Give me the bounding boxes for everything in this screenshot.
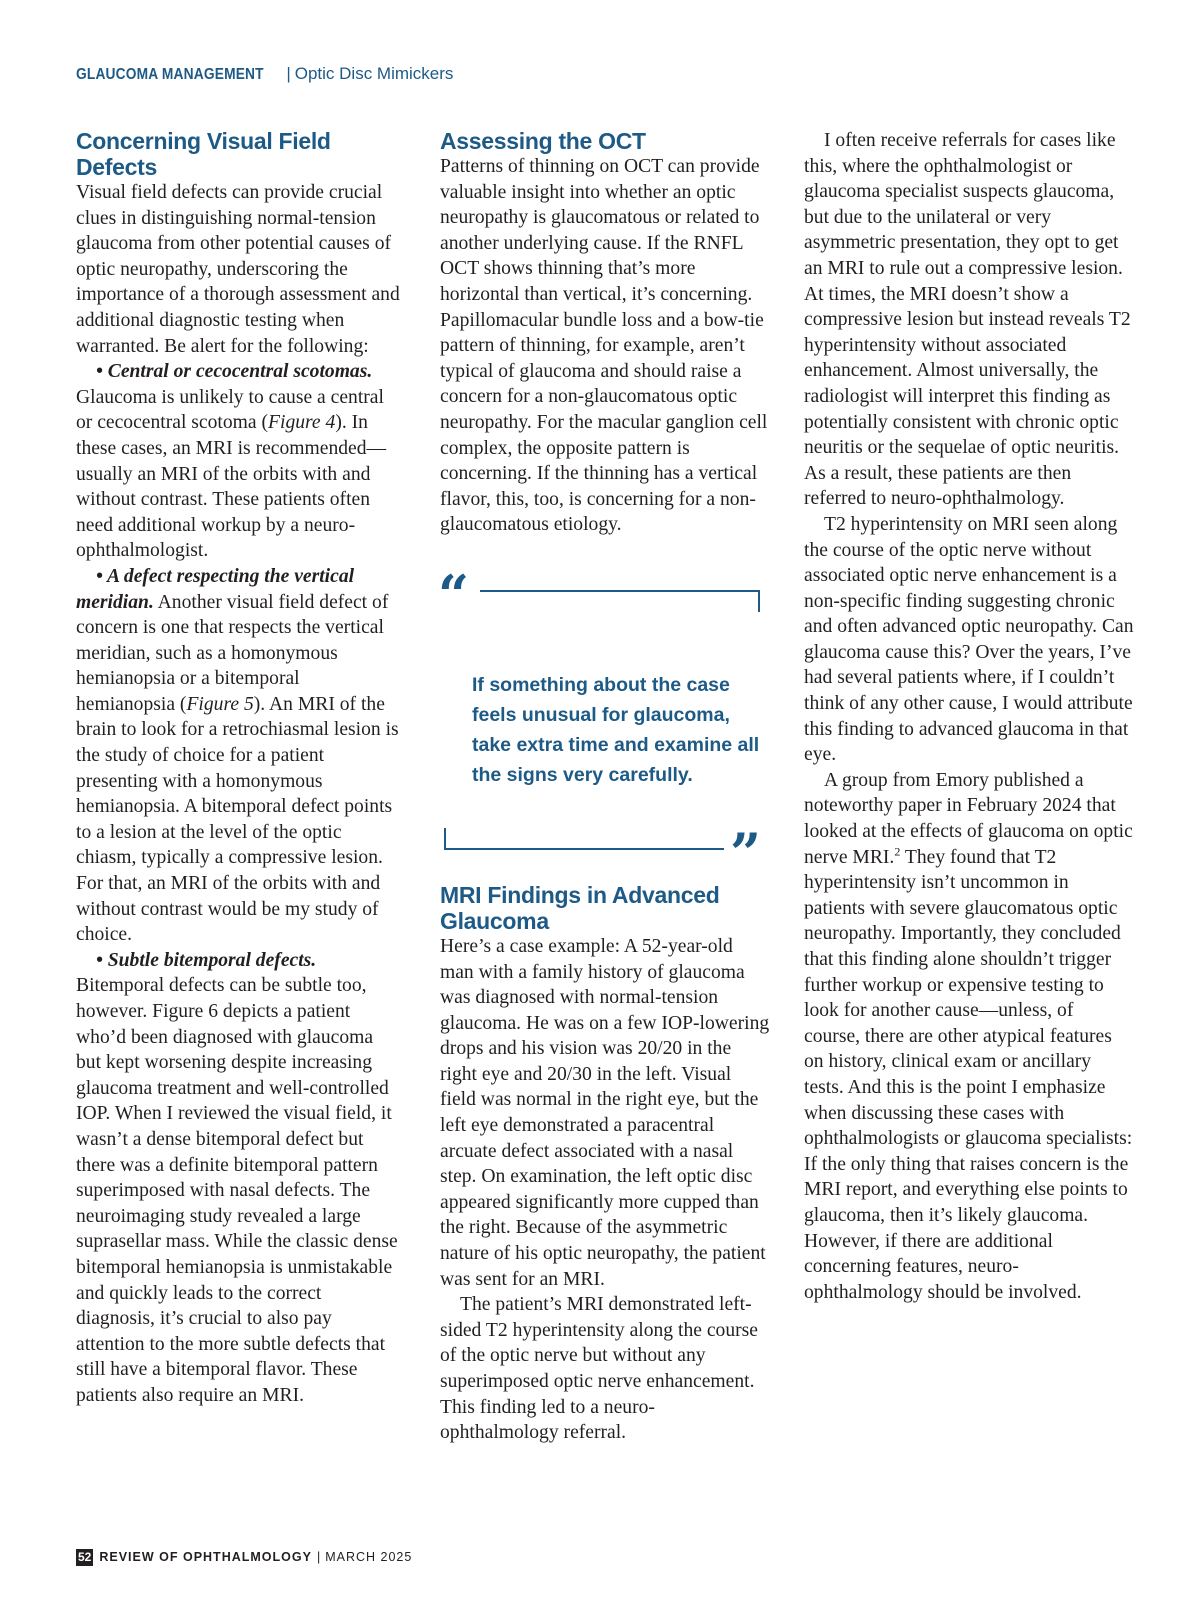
header-separator: |	[286, 64, 291, 83]
page-footer	[76, 1548, 412, 1566]
footer-separator: |	[316, 1550, 321, 1564]
column-2	[440, 128, 770, 1446]
pull-quote-rule-top	[480, 590, 760, 592]
pull-quote-rule-tick-bottom	[444, 828, 446, 850]
publication-name: REVIEW OF OPHTHALMOLOGY	[99, 1550, 312, 1564]
column-3	[804, 128, 1134, 1305]
paragraph-bitemporal-defects	[76, 948, 400, 1409]
page-number: 52	[78, 1549, 92, 1564]
paragraph-emory-study	[804, 768, 1134, 1305]
section-label: GLAUCOMA MANAGEMENT	[76, 66, 264, 83]
paragraph-t2-hyperintensity: T2 hyperintensity on MRI seen along the course of the optic nerve without associated optic nerve enhancement is a non-specific finding suggesting chronic and often advanced optic neuropathy. Can glaucoma cause this? Over the years, I’ve had several patients where, if I couldn’t think of any other cause, I would attribute this finding to advanced glaucoma in that eye.	[804, 513, 1134, 766]
lead-in-central-scotomas: • Central or cecocentral scotomas.	[96, 361, 373, 383]
text-central-scotomas-2: ). In these cases, an MRI is recommended—usually an MRI of the orbits with and without contrast. These patients often need additional workup by a neuro-ophthalmologist.	[76, 412, 387, 562]
open-quote-icon: “	[438, 562, 470, 627]
paragraph-vertical-meridian	[76, 564, 400, 948]
paragraph-case-example: Here’s a case example: A 52-year-old man with a family history of glaucoma was diagnosed with normal-tension glaucoma. He was on a few IOP-lowering drops and his vision was 20/20 in the right eye and 20/30 in the left. Visual field was normal in the right eye, but the left eye demonstrated a paracentral arcuate defect associated with a nasal step. On examination, the left optic disc appeared significantly more cupped than the right. Because of the asymmetric nature of his optic neuropathy, the patient was sent for an MRI.	[440, 935, 770, 1290]
heading-mri-findings: MRI Findings in Advanced Glaucoma	[440, 881, 720, 934]
text-central-scotomas-1: Glaucoma is unlikely to cause a central or cecocentral scotoma (	[76, 386, 384, 434]
close-quote-icon: ”	[730, 820, 762, 885]
lead-in-bitemporal-defects: • Subtle bitemporal defects.	[96, 949, 317, 971]
pull-quote-rule-tick-top	[758, 590, 760, 612]
pull-quote	[438, 562, 770, 885]
issue-date: MARCH 2025	[325, 1550, 413, 1564]
figure-reference: Figure 5	[186, 693, 254, 715]
text-bitemporal-defects: Bitemporal defects can be subtle too, however. Figure 6 depicts a patient who’d been diagnosed with glaucoma but kept worsening despite increasing glaucoma treatment and well-controlled IOP. When I reviewed the visual field, it wasn’t a dense bitemporal defect but there was a definite bitemporal pattern superimposed with nasal defects. The neuroimaging study revealed a large suprasellar mass. While the classic dense bitemporal hemianopsia is unmistakable and quickly leads to the correct diagnosis, it’s crucial to also pay attention to the more subtle defects that still have a bitemporal flavor. These patients also require an MRI.	[76, 975, 398, 1406]
heading-visual-field-defects: Concerning Visual Field Defects	[76, 128, 331, 180]
paragraph-mri-result: The patient’s MRI demonstrated left-sided T2 hyperintensity along the course of the optic nerve but without any superimposed optic nerve enhancement. This finding led to a neuro-ophthalmology referral.	[440, 1294, 758, 1444]
paragraph-referrals: I often receive referrals for cases like this, where the ophthalmologist or glaucoma specialist suspects glaucoma, but due to the unilateral or very asymmetric presentation, they opt to get an MRI to rule out a compressive lesion. At times, the MRI doesn’t show a compressive lesion but instead reveals T2 hyperintensity without associated enhancement. Almost universally, the radiologist will interpret this finding as potentially consistent with chronic optic neuritis or the sequelae of optic neuritis. As a result, these patients are then referred to neuro-ophthalmology.	[804, 130, 1131, 510]
running-header	[76, 64, 453, 88]
text-emory-study-2: They found that T2 hyperintensity isn’t uncommon in patients with severe glaucomatous optic neuropathy. Importantly, they concluded that this finding alone shouldn’t trigger further workup or expensive testing to look for another cause—unless, of course, there are other atypical features on history, clinical exam or ancillary tests. And this is the point I emphasize when discussing these cases with ophthalmologists or glaucoma specialists: If the only thing that raises concern is the MRI report, and everything else points to glaucoma, then it’s likely glaucoma. However, if there are additional concerning features, neuro-ophthalmology should be involved.	[804, 846, 1133, 1303]
paragraph-intro: Visual field defects can provide crucial clues in distinguishing normal-tension glaucoma from other potential causes of optic neuropathy, underscoring the importance of a thorough assessment and additional diagnostic testing when warranted. Be alert for the following:	[76, 182, 400, 357]
column-1	[76, 128, 400, 1409]
lead-in-vertical-meridian: • A defect respecting the vertical meridian.	[76, 565, 355, 613]
topic-label: Optic Disc Mimickers	[294, 64, 454, 83]
pull-quote-text: If something about the case feels unusual for glaucoma, take extra time and examine all the signs very carefully.	[472, 673, 760, 786]
paragraph-oct: Patterns of thinning on OCT can provide valuable insight into whether an optic neuropathy is glaucomatous or related to another underlying cause. If the RNFL OCT shows thinning that’s more horizontal than vertical, it’s concerning. Papillomacular bundle loss and a bow-tie pattern of thinning, for example, aren’t typical of glaucoma and should raise a concern for a non-glaucomatous optic neuropathy. For the macular ganglion cell complex, the opposite pattern is concerning. If the thinning has a vertical flavor, this, too, is concerning for a non-glaucomatous etiology.	[440, 156, 768, 536]
heading-assessing-oct: Assessing the OCT	[440, 128, 646, 154]
text-vertical-meridian-1: Another visual field defect of concern is one that respects the vertical meridian, such as a homonymous hemianopsia or a bitemporal hemianopsia (	[76, 591, 389, 715]
pull-quote-rule-bottom	[444, 848, 724, 850]
text-emory-study-1: A group from Emory published a noteworthy paper in February 2024 that looked at the effects of glaucoma on optic nerve MRI.	[804, 769, 1133, 868]
text-vertical-meridian-2: ). An MRI of the brain to look for a retrochiasmal lesion is the study of choice for a patient presenting with a homonymous hemianopsia. A bitemporal defect points to a lesion at the level of the optic chiasm, typically a compressive lesion. For that, an MRI of the orbits with and without contrast would be my study of choice.	[76, 693, 399, 946]
figure-reference: Figure 4	[268, 412, 336, 434]
citation-superscript: 2	[894, 844, 901, 859]
paragraph-central-scotomas	[76, 359, 400, 564]
